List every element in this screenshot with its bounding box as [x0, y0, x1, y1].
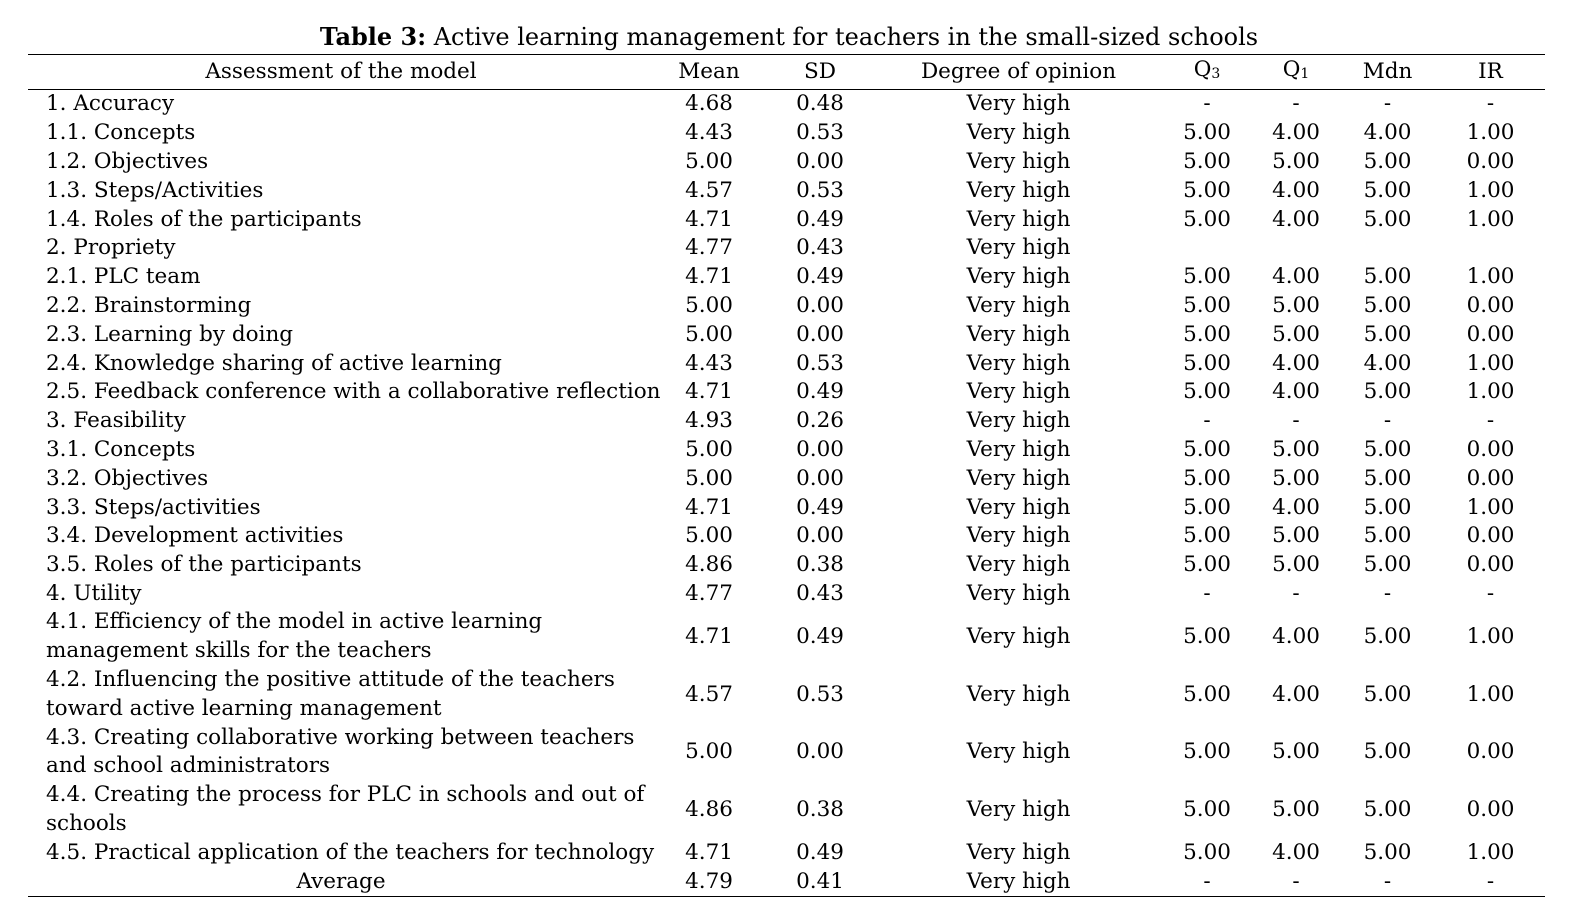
- table-row: [28, 90, 1545, 119]
- cell-name: 3.2. Objectives: [46, 465, 209, 491]
- cell-degree: Very high: [966, 494, 1071, 520]
- table-row: [28, 436, 1545, 465]
- cell-name: 2.2. Brainstorming: [46, 292, 252, 318]
- cell-degree: Very high: [966, 177, 1071, 203]
- cell-ir: -: [1486, 580, 1495, 606]
- cell-q3: 5.00: [1183, 796, 1231, 822]
- table-row: [28, 724, 1545, 782]
- cell-q1: [1253, 234, 1339, 263]
- cell-name: 2. Propriety: [46, 235, 176, 261]
- average-q3: -: [1161, 868, 1253, 897]
- cell-name: 4.5. Practical application of the teachers for technology: [46, 840, 655, 866]
- cell-mean: 4.71: [685, 206, 733, 232]
- table-row: [28, 320, 1545, 349]
- cell-mean: 4.77: [685, 580, 733, 606]
- cell-name: 1.3. Steps/Activities: [46, 177, 264, 203]
- cell-ir: 0.00: [1466, 552, 1515, 578]
- cell-name: 1.1. Concepts: [46, 120, 196, 146]
- cell-sd: 0.53: [796, 120, 844, 146]
- assessment-table: [28, 54, 1545, 897]
- cell-ir: 1.00: [1466, 206, 1515, 232]
- cell-mean: 5.00: [685, 148, 733, 174]
- cell-mean: 5.00: [685, 523, 733, 549]
- cell-sd: 0.49: [796, 494, 844, 520]
- cell-mean: 4.86: [685, 552, 733, 578]
- cell-q1: 4.00: [1272, 681, 1320, 707]
- cell-q3: 5.00: [1183, 739, 1231, 765]
- cell-q3: 5.00: [1183, 350, 1231, 376]
- cell-q1: 5.00: [1272, 465, 1320, 491]
- cell-mean: 4.71: [685, 494, 733, 520]
- cell-q1: 4.00: [1272, 206, 1320, 232]
- cell-mdn: -: [1383, 580, 1392, 606]
- cell-ir: 1.00: [1466, 840, 1515, 866]
- cell-q1: 4.00: [1272, 177, 1320, 203]
- table-row: [28, 176, 1545, 205]
- table-row: [28, 205, 1545, 234]
- cell-name: 3.3. Steps/activities: [46, 494, 261, 520]
- cell-sd: 0.43: [796, 580, 844, 606]
- table-row: [28, 493, 1545, 522]
- cell-degree: Very high: [966, 379, 1071, 405]
- cell-name: 1. Accuracy: [46, 91, 175, 117]
- cell-mdn: -: [1383, 91, 1392, 117]
- cell-mdn: 5.00: [1363, 206, 1412, 232]
- cell-ir: 1.00: [1466, 494, 1515, 520]
- cell-q3: 5.00: [1183, 681, 1231, 707]
- cell-q1: 5.00: [1272, 796, 1320, 822]
- cell-degree: Very high: [966, 840, 1071, 866]
- cell-ir: 0.00: [1466, 523, 1515, 549]
- table-row: [28, 263, 1545, 292]
- cell-name: 3. Feasibility: [46, 408, 186, 434]
- cell-mdn: 5.00: [1363, 177, 1412, 203]
- cell-degree: Very high: [966, 552, 1071, 578]
- cell-mean: 4.43: [685, 350, 733, 376]
- cell-q3: 5.00: [1183, 177, 1231, 203]
- cell-ir: 0.00: [1466, 796, 1515, 822]
- cell-mdn: 5.00: [1363, 379, 1412, 405]
- header-mean: Mean: [654, 55, 764, 90]
- cell-name: 3.5. Roles of the participants: [46, 552, 362, 578]
- cell-mdn: 5.00: [1363, 148, 1412, 174]
- cell-name: 3.4. Development activities: [46, 523, 344, 549]
- cell-mdn: 5.00: [1363, 681, 1412, 707]
- average-mean: 4.79: [654, 868, 764, 897]
- cell-name: 4. Utility: [46, 580, 142, 606]
- cell-mdn: 5.00: [1363, 552, 1412, 578]
- cell-sd: 0.00: [796, 148, 844, 174]
- table-row: [28, 292, 1545, 321]
- cell-q3: -: [1203, 408, 1211, 434]
- cell-sd: 0.49: [796, 379, 844, 405]
- cell-ir: 0.00: [1466, 465, 1515, 491]
- table-row: [28, 407, 1545, 436]
- cell-q1: 5.00: [1272, 292, 1320, 318]
- cell-q3: 5.00: [1183, 292, 1231, 318]
- cell-q1: 5.00: [1272, 739, 1320, 765]
- cell-mdn: [1339, 234, 1436, 263]
- cell-degree: Very high: [966, 350, 1071, 376]
- cell-degree: Very high: [966, 436, 1071, 462]
- cell-degree: Very high: [966, 739, 1071, 765]
- cell-q3: 5.00: [1183, 148, 1231, 174]
- cell-sd: 0.53: [796, 350, 844, 376]
- cell-q3: 5.00: [1183, 206, 1231, 232]
- cell-q1: -: [1292, 580, 1300, 606]
- cell-q1: 4.00: [1272, 120, 1320, 146]
- cell-degree: Very high: [966, 120, 1071, 146]
- cell-q1: 4.00: [1272, 350, 1320, 376]
- cell-sd: 0.00: [796, 739, 844, 765]
- cell-q3: 5.00: [1183, 840, 1231, 866]
- cell-q1: 5.00: [1272, 523, 1320, 549]
- header-q1-subscript: 1: [1300, 66, 1310, 82]
- cell-q1: 4.00: [1272, 624, 1320, 650]
- cell-mean: 4.86: [685, 796, 733, 822]
- cell-q1: -: [1292, 408, 1300, 434]
- table-row: [28, 551, 1545, 580]
- cell-sd: 0.53: [796, 681, 844, 707]
- cell-q1: 5.00: [1272, 148, 1320, 174]
- cell-sd: 0.48: [796, 91, 844, 117]
- cell-q3: 5.00: [1183, 552, 1231, 578]
- table-caption-text: Active learning management for teachers in the small-sized schools: [433, 23, 1259, 51]
- cell-mean: 4.93: [685, 408, 733, 434]
- cell-q3: 5.00: [1183, 120, 1231, 146]
- header-assessment: Assessment of the model: [28, 55, 654, 90]
- cell-mdn: 5.00: [1363, 321, 1412, 347]
- cell-name: 4.4. Creating the process for PLC in schools and out of schools: [46, 782, 645, 836]
- table-caption-label: Table 3:: [319, 22, 427, 51]
- cell-ir: -: [1486, 91, 1495, 117]
- cell-degree: Very high: [966, 523, 1071, 549]
- header-degree: Degree of opinion: [876, 55, 1161, 90]
- table-caption: [0, 22, 1578, 52]
- cell-degree: Very high: [966, 91, 1071, 117]
- cell-sd: 0.00: [796, 436, 844, 462]
- cell-q1: 4.00: [1272, 494, 1320, 520]
- cell-sd: 0.00: [796, 292, 844, 318]
- header-q3-letter: Q: [1193, 57, 1212, 82]
- cell-ir: 0.00: [1466, 292, 1515, 318]
- cell-mdn: 5.00: [1363, 739, 1412, 765]
- cell-mdn: 5.00: [1363, 494, 1412, 520]
- header-q1-letter: Q: [1282, 57, 1301, 82]
- cell-degree: Very high: [966, 580, 1071, 606]
- cell-degree: Very high: [966, 624, 1071, 650]
- cell-degree: Very high: [966, 408, 1071, 434]
- cell-ir: 1.00: [1466, 120, 1515, 146]
- header-q1: [1253, 55, 1339, 90]
- table-row: [28, 608, 1545, 666]
- average-degree: Very high: [876, 868, 1161, 897]
- cell-q1: 4.00: [1272, 840, 1320, 866]
- cell-sd: 0.00: [796, 321, 844, 347]
- cell-ir: 1.00: [1466, 264, 1515, 290]
- cell-degree: Very high: [966, 148, 1071, 174]
- table-row: [28, 378, 1545, 407]
- cell-mean: 4.68: [685, 91, 733, 117]
- cell-q3: 5.00: [1183, 523, 1231, 549]
- cell-degree: Very high: [966, 235, 1071, 261]
- cell-ir: 1.00: [1466, 624, 1515, 650]
- cell-sd: 0.49: [796, 840, 844, 866]
- cell-ir: 0.00: [1466, 148, 1515, 174]
- table-row: [28, 234, 1545, 263]
- cell-q1: 5.00: [1272, 321, 1320, 347]
- cell-mean: 5.00: [685, 739, 733, 765]
- cell-q1: 4.00: [1272, 379, 1320, 405]
- header-ir: IR: [1436, 55, 1545, 90]
- cell-q3: 5.00: [1183, 379, 1231, 405]
- cell-mean: 4.43: [685, 120, 733, 146]
- cell-mdn: 5.00: [1363, 465, 1412, 491]
- cell-ir: 1.00: [1466, 681, 1515, 707]
- table-row: [28, 349, 1545, 378]
- cell-name: 3.1. Concepts: [46, 436, 196, 462]
- average-sd: 0.41: [764, 868, 876, 897]
- cell-mdn: 5.00: [1363, 264, 1412, 290]
- cell-mean: 5.00: [685, 436, 733, 462]
- cell-degree: Very high: [966, 292, 1071, 318]
- cell-mdn: 4.00: [1363, 120, 1412, 146]
- cell-sd: 0.53: [796, 177, 844, 203]
- cell-sd: 0.49: [796, 264, 844, 290]
- cell-sd: 0.49: [796, 206, 844, 232]
- cell-mdn: 5.00: [1363, 624, 1412, 650]
- table-row: [28, 839, 1545, 868]
- cell-ir: 1.00: [1466, 379, 1515, 405]
- cell-mdn: 5.00: [1363, 436, 1412, 462]
- average-q1: -: [1253, 868, 1339, 897]
- header-q3: [1161, 55, 1253, 90]
- cell-mean: 5.00: [685, 292, 733, 318]
- cell-ir: 1.00: [1466, 350, 1515, 376]
- cell-ir: -: [1486, 408, 1495, 434]
- cell-mean: 5.00: [685, 321, 733, 347]
- cell-sd: 0.38: [796, 552, 844, 578]
- cell-mean: 4.57: [685, 177, 733, 203]
- cell-mean: 5.00: [685, 465, 733, 491]
- cell-q3: 5.00: [1183, 436, 1231, 462]
- cell-sd: 0.49: [796, 624, 844, 650]
- cell-sd: 0.00: [796, 523, 844, 549]
- cell-sd: 0.38: [796, 796, 844, 822]
- cell-mean: 4.71: [685, 624, 733, 650]
- cell-ir: 0.00: [1466, 436, 1515, 462]
- cell-ir: 1.00: [1466, 177, 1515, 203]
- cell-q1: 5.00: [1272, 552, 1320, 578]
- average-row: [28, 868, 1545, 897]
- cell-name: 4.1. Efficiency of the model in active learning management skills for the teachers: [46, 609, 543, 664]
- cell-q3: [1161, 234, 1253, 263]
- cell-ir: 0.00: [1466, 739, 1515, 765]
- cell-mdn: -: [1383, 408, 1392, 434]
- cell-degree: Very high: [966, 264, 1071, 290]
- cell-mean: 4.77: [685, 235, 733, 261]
- cell-q1: 4.00: [1272, 264, 1320, 290]
- cell-q3: 5.00: [1183, 624, 1231, 650]
- table-row: [28, 119, 1545, 148]
- cell-q1: 5.00: [1272, 436, 1320, 462]
- cell-name: 2.4. Knowledge sharing of active learning: [46, 350, 502, 376]
- cell-mdn: 5.00: [1363, 796, 1412, 822]
- cell-q1: -: [1292, 91, 1300, 117]
- cell-name: 1.4. Roles of the participants: [46, 206, 362, 232]
- cell-q3: 5.00: [1183, 321, 1231, 347]
- cell-name: 2.3. Learning by doing: [46, 321, 294, 347]
- header-mdn: Mdn: [1339, 55, 1436, 90]
- cell-ir: 0.00: [1466, 321, 1515, 347]
- table-row: [28, 148, 1545, 177]
- table-row: [28, 666, 1545, 724]
- average-mdn: -: [1339, 868, 1436, 897]
- cell-mdn: 5.00: [1363, 840, 1412, 866]
- cell-name: 4.3. Creating collaborative working between teachers and school administrators: [46, 724, 635, 779]
- cell-mdn: 5.00: [1363, 523, 1412, 549]
- cell-q3: -: [1203, 580, 1211, 606]
- cell-name: 2.5. Feedback conference with a collaborative reflection: [46, 379, 661, 405]
- cell-q3: -: [1203, 91, 1211, 117]
- cell-name: 4.2. Influencing the positive attitude of the teachers toward active learning management: [46, 666, 615, 721]
- table-row: [28, 781, 1545, 839]
- cell-name: 1.2. Objectives: [46, 148, 209, 174]
- cell-degree: Very high: [966, 321, 1071, 347]
- cell-mdn: 4.00: [1363, 350, 1412, 376]
- header-q3-subscript: 3: [1211, 66, 1221, 82]
- table-body: [28, 90, 1545, 868]
- cell-degree: Very high: [966, 681, 1071, 707]
- cell-name: 2.1. PLC team: [46, 264, 201, 290]
- table-row: [28, 580, 1545, 609]
- cell-sd: 0.26: [796, 408, 844, 434]
- average-label: Average: [28, 868, 654, 897]
- header-sd: SD: [764, 55, 876, 90]
- table-row: [28, 464, 1545, 493]
- cell-degree: Very high: [966, 796, 1071, 822]
- cell-sd: 0.43: [796, 235, 844, 261]
- cell-mean: 4.71: [685, 840, 733, 866]
- table-row: [28, 522, 1545, 551]
- cell-q3: 5.00: [1183, 264, 1231, 290]
- cell-ir: [1436, 234, 1545, 263]
- table-header-row: [28, 55, 1545, 90]
- cell-sd: 0.00: [796, 465, 844, 491]
- cell-mean: 4.71: [685, 379, 733, 405]
- average-ir: -: [1436, 868, 1545, 897]
- cell-mean: 4.71: [685, 264, 733, 290]
- cell-degree: Very high: [966, 465, 1071, 491]
- cell-q3: 5.00: [1183, 465, 1231, 491]
- cell-mdn: 5.00: [1363, 292, 1412, 318]
- cell-mean: 4.57: [685, 681, 733, 707]
- cell-degree: Very high: [966, 206, 1071, 232]
- cell-q3: 5.00: [1183, 494, 1231, 520]
